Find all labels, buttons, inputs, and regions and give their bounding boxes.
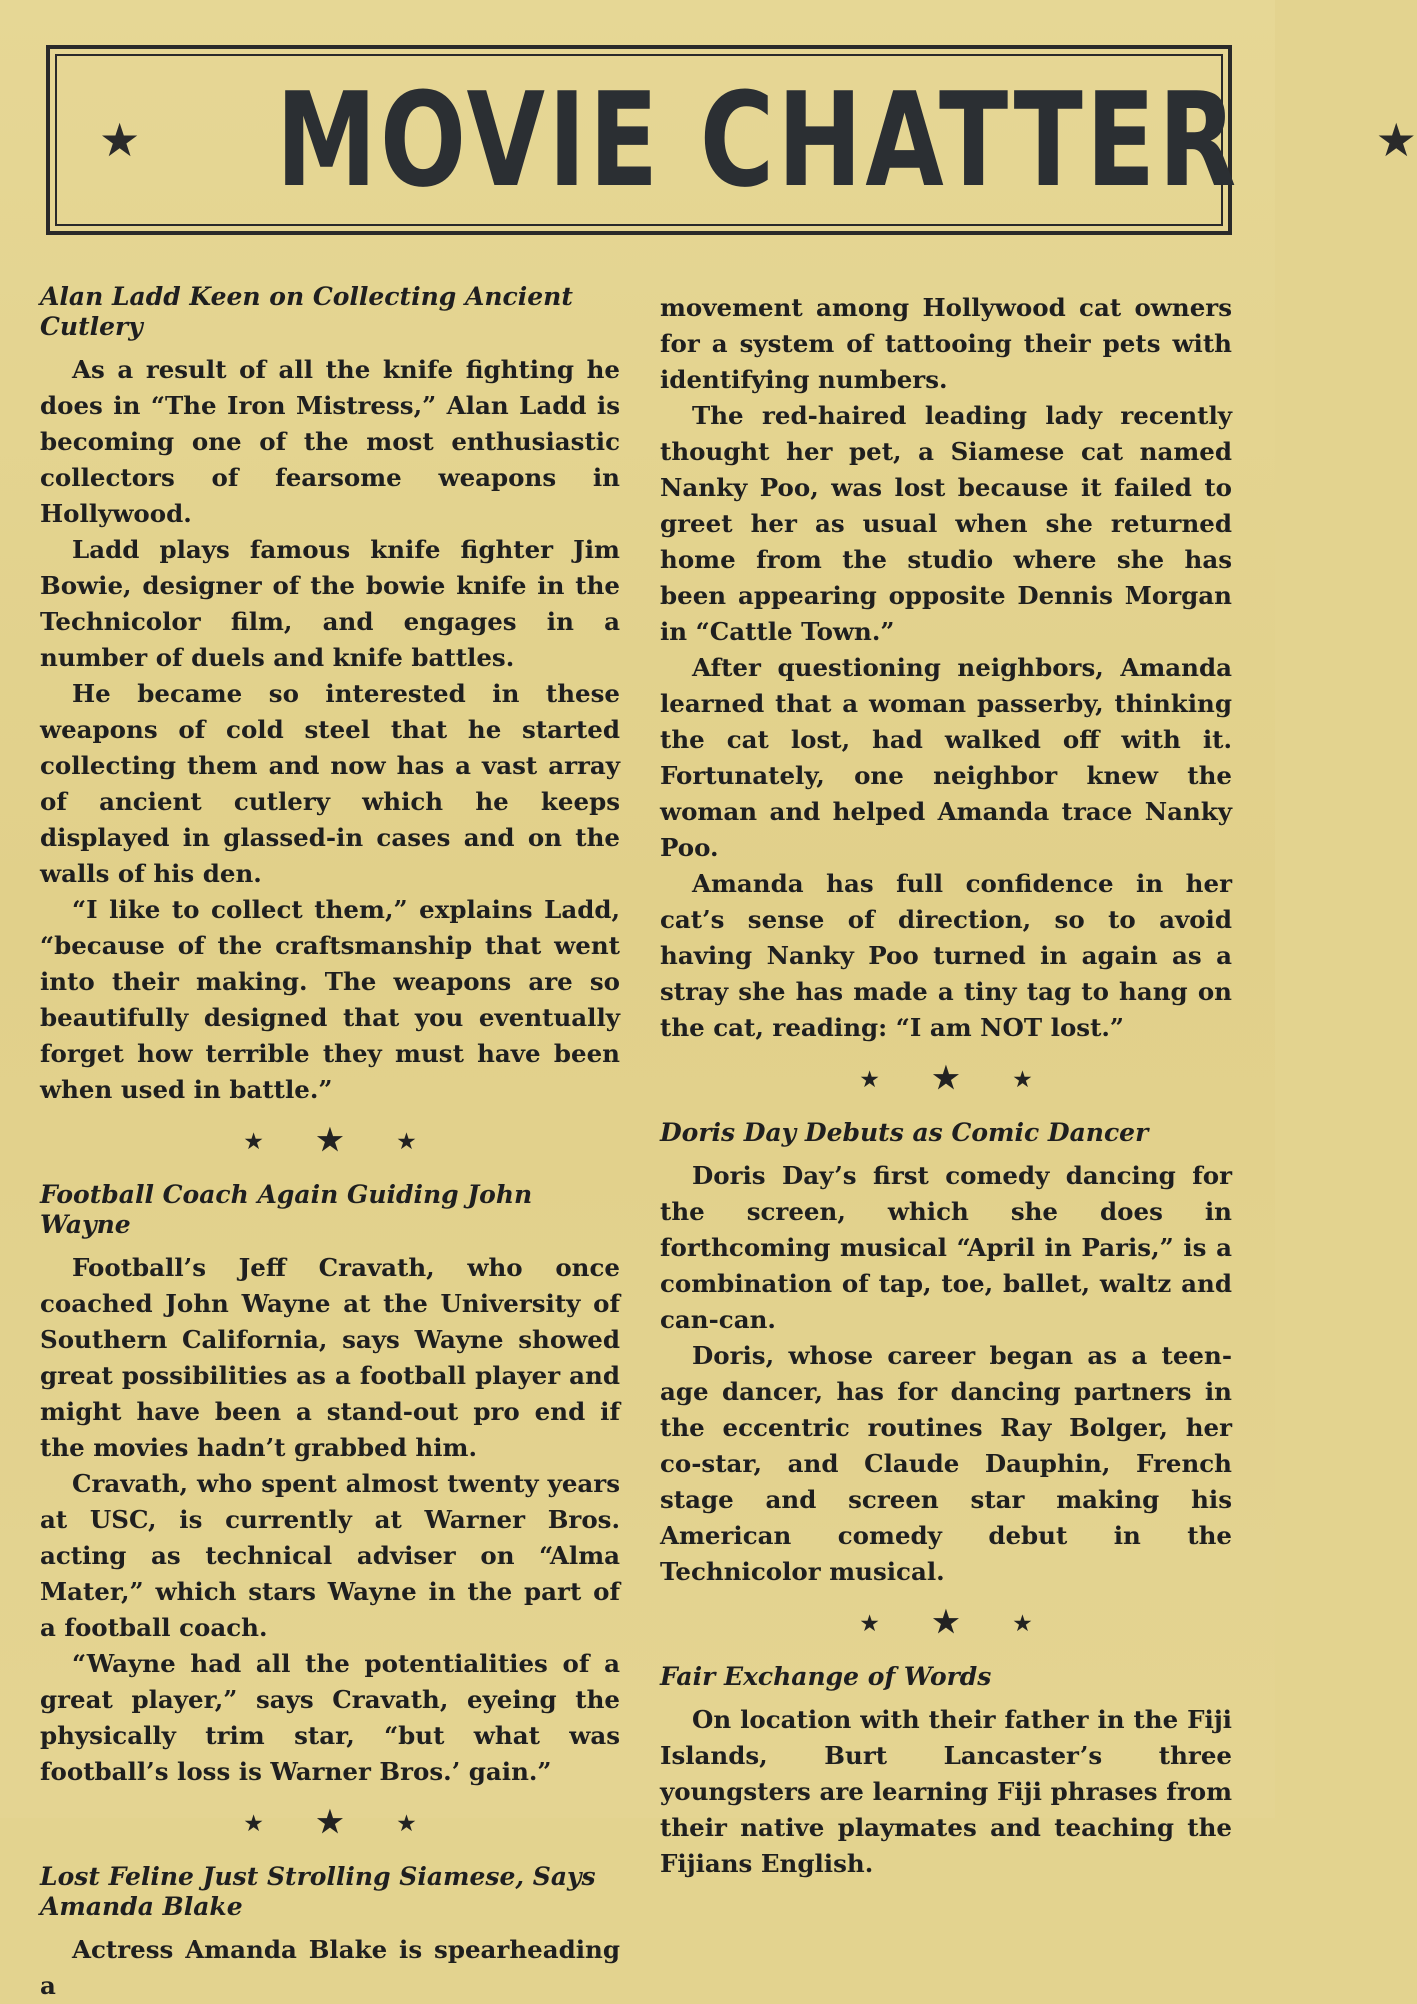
article-paragraph: Football’s Jeff Cravath, who once coached John Wayne at the University of Southern California, says Wayne showed great possibilities as a football player and might have been a stand-out pro end if the movies hadn’t grabbed him. bbox=[40, 1253, 620, 1462]
star-icon: ★ bbox=[316, 1805, 344, 1840]
article-paragraph: Amanda has full confidence in her cat’s sense of direction, so to avoid having Nanky Poo turned in again as a stray she has made a tiny tag to hang on the cat, reading: “I am NOT lost.” bbox=[660, 869, 1232, 1042]
star-divider bbox=[40, 1794, 620, 1852]
star-icon: ★ bbox=[932, 1605, 960, 1640]
article-paragraph: On location with their father in the Fiji Islands, Burt Lancaster’s three youngsters are learning Fiji phrases from their native playmates and teaching the Fijians English. bbox=[660, 1705, 1232, 1878]
headline-amanda-blake: Lost Feline Just Strolling Siamese, Says Amanda Blake bbox=[40, 1862, 596, 1921]
star-divider bbox=[40, 1112, 620, 1170]
article-paragraph: Ladd plays famous knife fighter Jim Bowie, designer of the bowie knife in the Technicolor film, and engages in a number of duels and knife battles. bbox=[40, 535, 620, 672]
star-icon: ★ bbox=[397, 1811, 416, 1835]
star-left-icon: ★ bbox=[99, 113, 141, 167]
star-icon: ★ bbox=[397, 1129, 416, 1153]
article-paragraph: As a result of all the knife fighting he does in “The Iron Mistress,” Alan Ladd is becoming one of the most enthusiastic collectors of fearsome weapons in Hollywood. bbox=[40, 355, 620, 528]
star-icon: ★ bbox=[244, 1811, 263, 1835]
headline-alan-ladd: Alan Ladd Keen on Collecting Ancient Cutlery bbox=[40, 282, 573, 341]
page-title: MOVIE CHATTER bbox=[276, 64, 1240, 216]
article-paragraph: movement among Hollywood cat owners for a system of tattooing their pets with identifying numbers. bbox=[660, 293, 1232, 394]
star-divider bbox=[660, 1594, 1232, 1652]
star-icon: ★ bbox=[316, 1123, 344, 1158]
star-icon: ★ bbox=[860, 1611, 879, 1635]
headline-john-wayne: Football Coach Again Guiding John Wayne bbox=[40, 1180, 533, 1239]
right-column bbox=[660, 290, 1232, 1882]
star-icon: ★ bbox=[932, 1061, 960, 1096]
article-paragraph: Doris Day’s first comedy dancing for the screen, which she does in forthcoming musical “April in Paris,” is a combination of tap, toe, ballet, waltz and can-can. bbox=[660, 1161, 1232, 1334]
article-paragraph: “Wayne had all the potentialities of a great player,” says Cravath, eyeing the physically trim star, “but what was football’s loss is Warner Bros.’ gain.” bbox=[40, 1649, 620, 1786]
article-paragraph: Doris, whose career began as a teen-age dancer, has for dancing partners in the eccentric routines Ray Bolger, her co-star, and Claude Dauphin, French stage and screen star making his American comedy debut in the Technicolor musical. bbox=[660, 1341, 1232, 1586]
star-icon: ★ bbox=[860, 1067, 879, 1091]
article-paragraph: Actress Amanda Blake is spearheading a bbox=[40, 1935, 620, 2000]
star-icon: ★ bbox=[1013, 1611, 1032, 1635]
left-column bbox=[40, 282, 620, 2004]
headline-doris-day: Doris Day Debuts as Comic Dancer bbox=[660, 1118, 1149, 1147]
title-banner-inner bbox=[55, 54, 1417, 226]
headline-fair-exchange: Fair Exchange of Words bbox=[660, 1662, 992, 1691]
star-divider bbox=[660, 1050, 1232, 1108]
article-paragraph: “I like to collect them,” explains Ladd, “because of the craftsmanship that went into their making. The weapons are so beautifully designed that you eventually forget how terrible they must have been when used in battle.” bbox=[40, 895, 620, 1104]
title-banner bbox=[46, 45, 1417, 235]
article-paragraph: After questioning neighbors, Amanda learned that a woman passerby, thinking the cat lost, had walked off with it. Fortunately, one neighbor knew the woman and helped Amanda trace Nanky Poo. bbox=[660, 653, 1232, 862]
article-paragraph: Cravath, who spent almost twenty years at USC, is currently at Warner Bros. acting as technical adviser on “Alma Mater,” which stars Wayne in the part of a football coach. bbox=[40, 1469, 620, 1642]
star-icon: ★ bbox=[244, 1129, 263, 1153]
star-right-icon: ★ bbox=[1375, 113, 1417, 167]
star-icon: ★ bbox=[1013, 1067, 1032, 1091]
article-paragraph: The red-haired leading lady recently thought her pet, a Siamese cat named Nanky Poo, was lost because it failed to greet her as usual when she returned home from the studio where she has been appearing opposite Dennis Morgan in “Cattle Town.” bbox=[660, 401, 1232, 646]
article-paragraph: He became so interested in these weapons of cold steel that he started collecting them and now has a vast array of ancient cutlery which he keeps displayed in glassed-in cases and on the walls of his den. bbox=[40, 679, 620, 888]
